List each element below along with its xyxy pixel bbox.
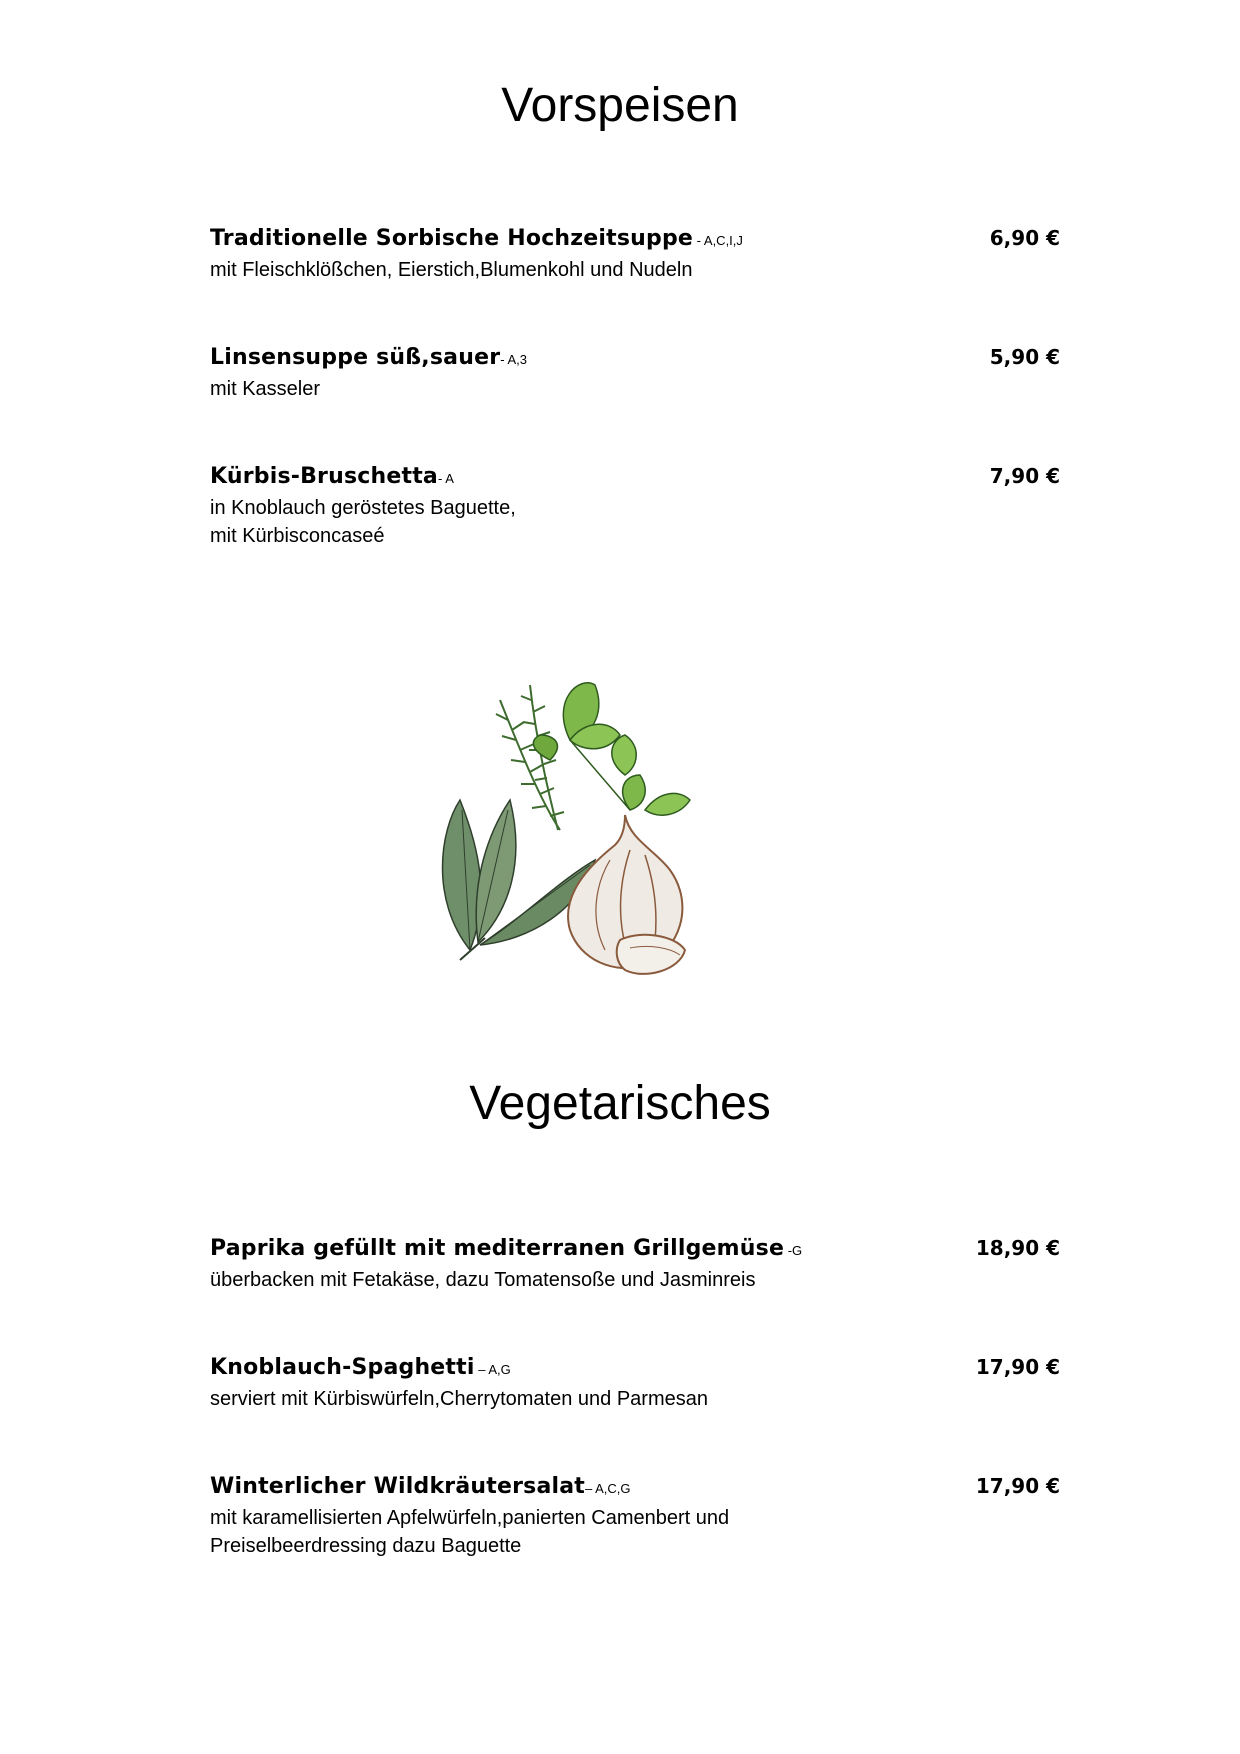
item-price: 17,90 € xyxy=(975,1474,1060,1498)
item-allergens: – A,C,G xyxy=(585,1481,631,1496)
item-description: mit Kürbisconcaseé xyxy=(210,525,385,547)
item-price: 7,90 € xyxy=(989,464,1060,488)
item-description: mit Kasseler xyxy=(210,378,321,400)
menu-item xyxy=(210,1236,1060,1294)
item-description: in Knoblauch geröstetes Baguette, xyxy=(210,497,516,519)
item-price: 17,90 € xyxy=(975,1355,1060,1379)
item-allergens: -G xyxy=(784,1243,803,1258)
item-name: Paprika gefüllt mit mediterranen Grillgemüse xyxy=(210,1236,785,1261)
garlic-icon xyxy=(568,815,685,974)
item-description: Preiselbeerdressing dazu Baguette xyxy=(210,1535,522,1557)
menu-item xyxy=(210,226,1060,284)
menu-item xyxy=(210,1474,1060,1560)
menu-item xyxy=(210,464,1060,550)
item-allergens: - A,C,I,J xyxy=(693,233,743,248)
item-price: 18,90 € xyxy=(975,1236,1060,1260)
item-allergens: - A xyxy=(437,471,454,486)
item-description: mit karamellisierten Apfelwürfeln,panierten Camenbert und xyxy=(210,1507,730,1529)
section-title-vegetarisches: Vegetarisches xyxy=(469,1077,771,1130)
item-description: mit Fleischklößchen, Eierstich,Blumenkohl und Nudeln xyxy=(210,259,693,281)
menu-item xyxy=(210,1355,1060,1413)
section-title-vorspeisen: Vorspeisen xyxy=(501,79,739,132)
basil-icon xyxy=(533,683,690,815)
item-description: serviert mit Kürbiswürfeln,Cherrytomaten und Parmesan xyxy=(210,1388,708,1410)
herbs-garlic-illustration xyxy=(430,680,750,1000)
item-name: Winterlicher Wildkräutersalat xyxy=(210,1474,585,1499)
item-name: Kürbis-Bruschetta xyxy=(210,464,438,489)
item-allergens: - A,3 xyxy=(500,352,527,367)
item-description: überbacken mit Fetakäse, dazu Tomatensoße und Jasminreis xyxy=(210,1269,756,1291)
item-name: Linsensuppe süß,sauer xyxy=(210,345,501,370)
item-allergens: – A,G xyxy=(474,1362,511,1377)
item-price: 5,90 € xyxy=(989,345,1060,369)
menu-item xyxy=(210,345,1060,403)
item-price: 6,90 € xyxy=(989,226,1060,250)
item-name: Traditionelle Sorbische Hochzeitsuppe xyxy=(210,226,694,251)
item-name: Knoblauch-Spaghetti xyxy=(210,1355,475,1380)
